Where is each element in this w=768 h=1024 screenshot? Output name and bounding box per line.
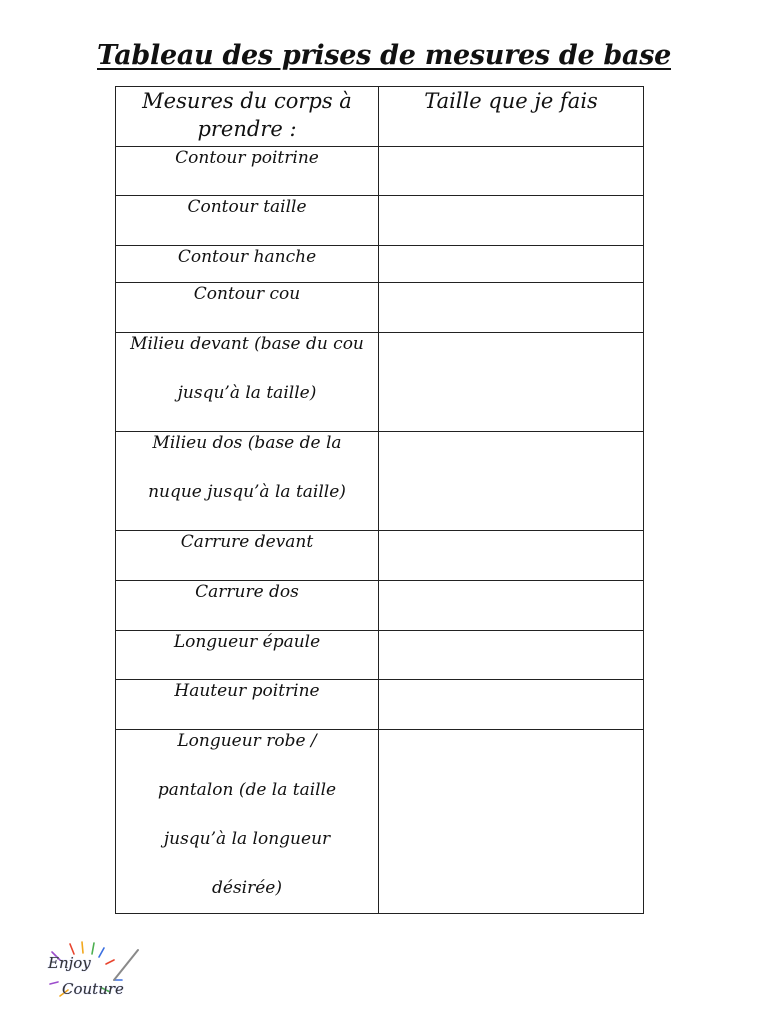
logo-ray [106,960,114,964]
table-row [116,333,644,432]
table-row [116,432,644,531]
measurements-table [115,86,644,914]
row-label-text: Carrure devant [180,532,314,552]
row-label-text: Contour hanche [177,247,317,267]
row-label-text: Carrure dos [195,582,299,602]
row-value-cell[interactable] [379,631,644,680]
logo-ray [70,944,74,954]
page-title-text: Tableau des prises de mesures de base [97,40,671,71]
row-value-cell[interactable] [379,246,644,283]
logo-ray [82,942,83,953]
row-value-cell[interactable] [379,531,644,581]
row-label-text: Contour taille [187,197,307,217]
table-row [116,730,644,914]
page-title [0,40,768,71]
row-value-cell[interactable] [379,147,644,196]
row-label-text: Milieu devant (base du cou jusqu’à la taille) [130,334,364,403]
column-header-size: Taille que je fais [379,87,644,147]
logo-ray [92,943,94,954]
row-label-text: Hauteur poitrine [174,681,320,701]
row-value-cell[interactable] [379,196,644,246]
row-label [116,432,379,531]
row-value-cell[interactable] [379,680,644,730]
row-label [116,730,379,914]
enjoy-couture-logo [40,940,144,1008]
logo-needle [114,950,138,980]
logo-ray [99,948,104,957]
row-value-cell[interactable] [379,730,644,914]
column-header-measure: Mesures du corps à prendre : [116,87,379,147]
row-value-cell[interactable] [379,581,644,631]
row-label-text: Longueur épaule [173,632,321,652]
row-label-text: Contour cou [193,284,301,304]
row-value-cell[interactable] [379,432,644,531]
row-value-cell[interactable] [379,333,644,432]
logo-word-enjoy: Enjoy [48,954,91,972]
row-label [116,333,379,432]
row-label-text: Milieu dos (base de la nuque jusqu’à la taille) [148,433,346,502]
row-label-text: Longueur robe / pantalon (de la taille jusqu’à la longueur désirée) [157,731,337,898]
logo-word-couture: Couture [62,980,124,998]
logo-ray [50,982,58,984]
row-value-cell[interactable] [379,283,644,333]
row-label-text: Contour poitrine [175,148,319,168]
